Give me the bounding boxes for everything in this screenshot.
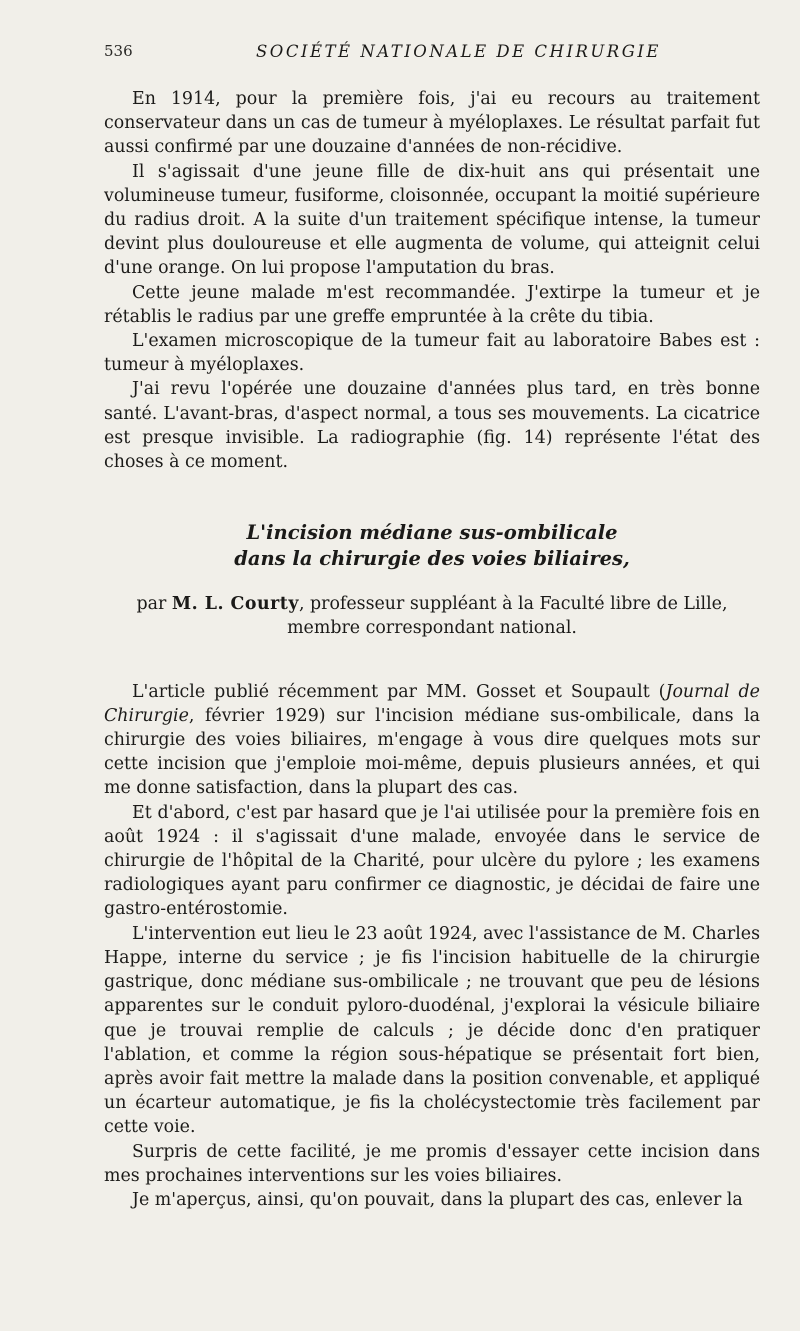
- article-title-line: dans la chirurgie des voies biliaires,: [234, 547, 630, 571]
- author-affiliation: , professeur suppléant à la Faculté libre de Lille,: [298, 594, 728, 615]
- article-body: [104, 680, 760, 1212]
- text-run: , février 1929) sur l'incision médiane sus-ombilicale, dans la chirurgie des voies biliaires, m'engage à vous dire quelques mots sur cette incision que j'emploie moi-même, depuis plusieurs années, et qui me donne satisfaction, dans la plupart des cas.: [104, 705, 760, 799]
- byline-prefix: par: [136, 594, 172, 615]
- paragraph: Et d'abord, c'est par hasard que je l'ai utilisée pour la première fois en août 1924 : il s'agissait d'une malade, envoyée dans le service de chirurgie de l'hôpital de la Charité, pour ulcère du pylore ; les examens radiologiques ayant paru confirmer ce diagnostic, je décidai de faire une gastro-entérostomie.: [104, 802, 760, 920]
- previous-article-end: [104, 87, 760, 474]
- paragraph: L'examen microscopique de la tumeur fait au laboratoire Babes est : tumeur à myéloplaxes.: [104, 331, 760, 376]
- paragraph: Surpris de cette facilité, je me promis d'essayer cette incision dans mes prochaines interventions sur les voies biliaires.: [104, 1141, 760, 1186]
- page-number: 536: [104, 42, 133, 60]
- byline-line: [104, 592, 760, 616]
- byline-line: membre correspondant national.: [287, 618, 577, 639]
- paragraph: Cette jeune malade m'est recommandée. J'extirpe la tumeur et je rétablis le radius par une greffe empruntée à la crête du tibia.: [104, 282, 760, 327]
- paragraph: Il s'agissait d'une jeune fille de dix-huit ans qui présentait une volumineuse tumeur, fusiforme, cloisonnée, occupant la moitié supérieure du radius droit. A la suite d'un traitement spécifique intense, la tumeur devint plus douloureuse et elle augmenta de volume, qui atteignit celui d'une orange. On lui propose l'amputation du bras.: [104, 161, 760, 279]
- page: [104, 40, 760, 1212]
- journal-title: SOCIÉTÉ NATIONALE DE CHIRURGIE: [256, 42, 661, 61]
- byline: [104, 592, 760, 640]
- paragraph: L'intervention eut lieu le 23 août 1924, avec l'assistance de M. Charles Happe, interne du service ; je fis l'incision habituelle de la chirurgie gastrique, donc médiane sus-ombilicale ; ne trouvant que peu de lésions apparentes sur le conduit pyloro-duodénal, j'explorai la vésicule biliaire que je trouvai remplie de calculs ; je décide donc d'en pratiquer l'ablation, et comme la région sous-hépatique se présentait fort bien, après avoir fait mettre la malade dans la position convenable, et appliqué un écarteur automatique, je fis la cholécystectomie très facilement par cette voie.: [104, 923, 760, 1138]
- paragraph: En 1914, pour la première fois, j'ai eu recours au traitement conservateur dans un cas de tumeur à myéloplaxes. Le résultat parfait fut aussi confirmé par une douzaine d'années de non-récidive.: [104, 89, 760, 158]
- text-run: L'article publié récemment par MM. Gosset et Soupault (: [132, 681, 666, 702]
- paragraph: [104, 680, 760, 801]
- paragraph: Je m'aperçus, ainsi, qu'on pouvait, dans la plupart des cas, enlever la: [132, 1189, 743, 1210]
- journal-citation: Journal de Chirurgie: [104, 681, 760, 726]
- running-head: [104, 40, 760, 70]
- author-name: M. L. Courty: [171, 594, 299, 615]
- article-title-line: L'incision médiane sus-ombilicale: [246, 521, 618, 545]
- article-title: [104, 520, 760, 572]
- paragraph: J'ai revu l'opérée une douzaine d'années plus tard, en très bonne santé. L'avant-bras, d'aspect normal, a tous ses mouvements. La cicatrice est presque invisible. La radiographie (fig. 14) représente l'état des choses à ce moment.: [104, 379, 760, 473]
